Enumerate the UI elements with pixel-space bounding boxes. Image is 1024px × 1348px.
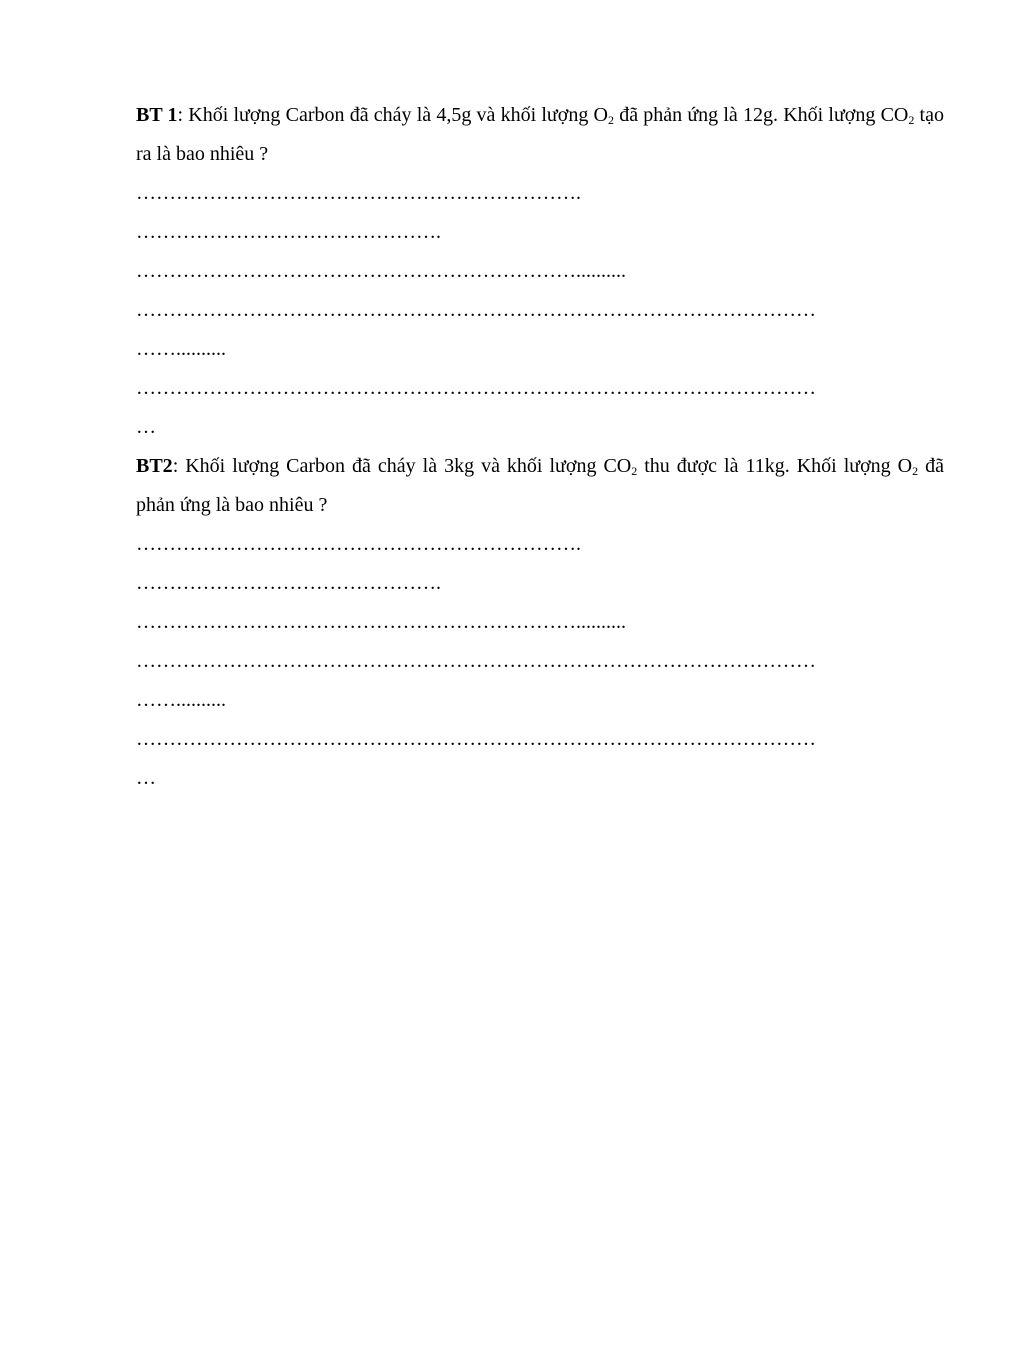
answer-line: ………………………………………. — [136, 572, 441, 594]
answer-line: ………………………………………………………………………………………… — [136, 299, 816, 321]
exercise-1-text-part-3: tạo ra là bao nhiêu ? — [136, 104, 944, 165]
exercise-1-answer-area — [136, 174, 944, 447]
exercise-2-text-part-3: đã phản ứng là bao nhiêu ? — [136, 455, 944, 516]
answer-line: ………………………………………………………….......... — [136, 611, 626, 633]
exercise-1-label: BT 1 — [136, 104, 178, 126]
exercise-2-answer-area — [136, 525, 944, 798]
exercise-2-label: BT2 — [136, 455, 173, 477]
answer-line: ………………………………………………………….......... — [136, 260, 626, 282]
answer-line: ………………………………………………………………………………………… — [136, 728, 816, 750]
exercise-2-subscript-2: 2 — [912, 464, 919, 478]
answer-line: ………………………………………………………………………………………… — [136, 650, 816, 672]
answer-line: … — [136, 416, 156, 438]
answer-line: …….......... — [136, 338, 226, 360]
exercise-1-subscript-1: 2 — [608, 113, 614, 127]
worksheet-page — [136, 96, 944, 798]
exercise-2-subscript-1: 2 — [631, 464, 638, 478]
answer-line: ………………………………………………………………………………………… — [136, 377, 816, 399]
answer-line: … — [136, 767, 156, 789]
exercise-1-question — [136, 96, 944, 174]
exercise-1-text-part-1: : Khối lượng Carbon đã cháy là 4,5g và khối lượng O — [177, 104, 608, 126]
exercise-1-text-part-2: đã phản ứng là 12g. Khối lượng CO — [614, 104, 909, 126]
exercise-1 — [136, 96, 944, 447]
exercise-2 — [136, 447, 944, 798]
exercise-2-text-part-2: thu được là 11kg. Khối lượng O — [637, 455, 913, 477]
answer-line: …………………………………………………………. — [136, 533, 581, 555]
exercise-2-text-part-1: : Khối lượng Carbon đã cháy là 3kg và khối lượng CO — [172, 455, 632, 477]
answer-line: ………………………………………. — [136, 221, 441, 243]
answer-line: …………………………………………………………. — [136, 182, 581, 204]
exercise-2-question — [136, 447, 944, 525]
answer-line: …….......... — [136, 689, 226, 711]
exercise-1-subscript-2: 2 — [908, 113, 915, 127]
